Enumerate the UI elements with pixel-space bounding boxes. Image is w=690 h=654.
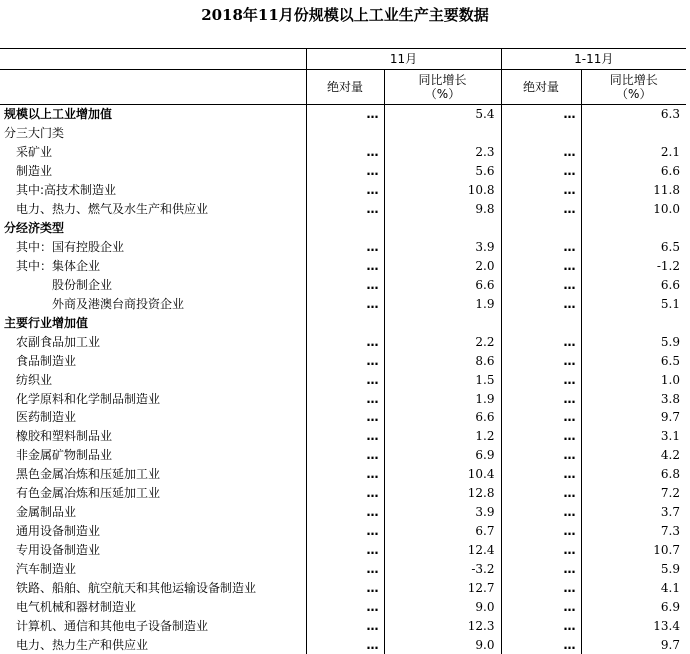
row-growth-jan-nov: 4.2 [581,446,686,465]
header-growth-2-line1: 同比增长 [609,73,658,87]
row-abs-jan-nov: … [501,257,581,276]
row-label: 金属制品业 [16,505,77,520]
row-label: 黑色金属冶炼和压延加工业 [16,467,161,482]
row-abs-november: … [306,560,384,579]
row-abs-november: … [306,162,384,181]
row-label: 铁路、船舶、航空航天和其他运输设备制造业 [16,580,257,595]
header-abs-2: 绝对量 [501,70,581,105]
row-abs-november [306,219,384,238]
table-row [0,257,686,276]
row-growth-jan-nov: 10.7 [581,541,686,560]
row-abs-november: … [306,143,384,162]
row-label: 有色金属冶炼和压延加工业 [16,486,161,501]
row-label: 食品制造业 [16,353,77,368]
row-label: 电力、热力、燃气及水生产和供应业 [16,202,209,217]
row-growth-november: 10.8 [384,181,501,200]
header-growth-1-line1: 同比增长 [418,73,467,87]
row-growth-jan-nov: 6.8 [581,465,686,484]
header-row-columns [0,70,686,105]
row-abs-jan-nov: … [501,181,581,200]
row-growth-november: 12.7 [384,578,501,597]
page-title: 2018年11月份规模以上工业生产主要数据 [201,6,489,24]
row-growth-jan-nov: 3.7 [581,503,686,522]
row-abs-jan-nov: … [501,105,581,124]
row-growth-november: 2.3 [384,143,501,162]
row-growth-jan-nov: 1.0 [581,370,686,389]
row-growth-jan-nov: 3.8 [581,389,686,408]
row-label: 主要行业增加值 [4,315,89,330]
row-label: 汽车制造业 [16,561,77,576]
row-growth-november: 5.6 [384,162,501,181]
row-growth-november: 12.8 [384,484,501,503]
row-growth-november: 9.0 [384,597,501,616]
row-growth-jan-nov: 11.8 [581,181,686,200]
row-growth-jan-nov: 9.7 [581,635,686,654]
header-period-jan-nov: 1-11月 [501,49,686,70]
row-growth-november: 12.3 [384,616,501,635]
table-row [0,484,686,503]
row-growth-jan-nov: 6.3 [581,105,686,124]
row-growth-jan-nov: 13.4 [581,616,686,635]
table-row [0,143,686,162]
header-period-november: 11月 [306,49,501,70]
header-growth-2 [581,70,686,105]
row-abs-november [306,313,384,332]
row-label: 制造业 [16,164,53,179]
row-abs-jan-nov: … [501,238,581,257]
row-abs-november: … [306,105,384,124]
row-abs-jan-nov: … [501,465,581,484]
row-growth-jan-nov [581,219,686,238]
row-abs-november: … [306,522,384,541]
row-abs-november: … [306,616,384,635]
row-label: 橡胶和塑料制品业 [16,429,113,444]
row-label: 通用设备制造业 [16,524,101,539]
row-abs-jan-nov: … [501,503,581,522]
row-growth-november [384,313,501,332]
row-label: 电力、热力生产和供应业 [16,637,149,652]
row-growth-november: -3.2 [384,560,501,579]
row-growth-jan-nov [581,313,686,332]
row-abs-november: … [306,181,384,200]
table-row [0,635,686,654]
row-abs-november: … [306,351,384,370]
row-abs-november: … [306,597,384,616]
row-label: 化学原料和化学制品制造业 [16,391,161,406]
row-abs-november: … [306,408,384,427]
row-abs-jan-nov: … [501,560,581,579]
row-abs-jan-nov: … [501,200,581,219]
row-growth-november: 12.4 [384,541,501,560]
row-abs-jan-nov: … [501,578,581,597]
row-growth-jan-nov: 7.2 [581,484,686,503]
row-growth-november [384,219,501,238]
row-label: 医药制造业 [16,410,77,425]
row-growth-november: 2.2 [384,332,501,351]
table-row [0,578,686,597]
row-growth-november: 3.9 [384,503,501,522]
row-abs-jan-nov [501,124,581,143]
row-abs-jan-nov: … [501,275,581,294]
row-label: 规模以上工业增加值 [4,107,113,122]
table-row [0,238,686,257]
row-abs-jan-nov: … [501,635,581,654]
row-label: 专用设备制造业 [16,543,101,558]
row-abs-november: … [306,332,384,351]
row-abs-november: … [306,541,384,560]
table-body [0,105,686,654]
table-row [0,275,686,294]
row-abs-jan-nov: … [501,446,581,465]
row-growth-jan-nov: 6.6 [581,162,686,181]
row-growth-november: 10.4 [384,465,501,484]
row-abs-jan-nov: … [501,616,581,635]
row-abs-november: … [306,465,384,484]
table-row [0,597,686,616]
row-abs-november: … [306,257,384,276]
header-abs-1: 绝对量 [306,70,384,105]
row-abs-jan-nov: … [501,162,581,181]
row-growth-jan-nov: 2.1 [581,143,686,162]
row-label: 非金属矿物制品业 [16,448,113,463]
row-label: 其中:高技术制造业 [16,183,117,198]
row-abs-jan-nov: … [501,143,581,162]
header-growth-1-line2: （%） [424,87,461,101]
row-growth-jan-nov: -1.2 [581,257,686,276]
row-label: 采矿业 [16,145,53,160]
table-row [0,465,686,484]
row-growth-november [384,124,501,143]
row-growth-november: 6.6 [384,275,501,294]
row-growth-november: 1.2 [384,427,501,446]
header-row-periods [0,49,686,70]
industry-data-table [0,48,686,654]
table-row [0,200,686,219]
row-growth-november: 3.9 [384,238,501,257]
row-growth-november: 1.5 [384,370,501,389]
table-row [0,105,686,124]
row-abs-jan-nov: … [501,427,581,446]
row-growth-jan-nov: 6.6 [581,275,686,294]
table-row [0,370,686,389]
row-label: 电气机械和器材制造业 [16,599,137,614]
row-abs-november: … [306,578,384,597]
row-abs-november: … [306,446,384,465]
row-label: 纺织业 [16,372,53,387]
row-growth-november: 6.7 [384,522,501,541]
table-row [0,616,686,635]
row-growth-november: 6.6 [384,408,501,427]
row-label: 股份制企业 [52,277,113,292]
row-abs-november: … [306,427,384,446]
table-row [0,332,686,351]
row-abs-jan-nov: … [501,522,581,541]
row-growth-november: 1.9 [384,389,501,408]
row-growth-jan-nov: 5.9 [581,332,686,351]
row-abs-jan-nov: … [501,389,581,408]
row-growth-jan-nov: 10.0 [581,200,686,219]
table-row [0,541,686,560]
row-abs-jan-nov [501,219,581,238]
table-row [0,313,686,332]
table-row [0,219,686,238]
row-abs-november: … [306,294,384,313]
table-row [0,162,686,181]
row-label: 农副食品加工业 [16,334,101,349]
table-row [0,503,686,522]
row-growth-jan-nov: 4.1 [581,578,686,597]
row-growth-november: 2.0 [384,257,501,276]
row-growth-november: 9.8 [384,200,501,219]
row-growth-november: 1.9 [384,294,501,313]
row-growth-jan-nov: 9.7 [581,408,686,427]
row-abs-november: … [306,484,384,503]
row-growth-jan-nov: 7.3 [581,522,686,541]
row-abs-november: … [306,389,384,408]
row-abs-jan-nov: … [501,332,581,351]
row-growth-jan-nov: 3.1 [581,427,686,446]
table-row [0,124,686,143]
row-growth-november: 8.6 [384,351,501,370]
table-row [0,560,686,579]
row-growth-jan-nov: 6.9 [581,597,686,616]
row-growth-jan-nov: 5.1 [581,294,686,313]
table-row [0,294,686,313]
row-abs-november: … [306,238,384,257]
row-abs-jan-nov: … [501,294,581,313]
row-growth-november: 9.0 [384,635,501,654]
row-label: 计算机、通信和其他电子设备制造业 [16,618,209,633]
row-abs-jan-nov: … [501,408,581,427]
row-growth-november: 6.9 [384,446,501,465]
table-row [0,181,686,200]
row-abs-jan-nov: … [501,541,581,560]
table-row [0,522,686,541]
row-abs-november: … [306,200,384,219]
header-growth-2-line2: （%） [616,87,652,101]
row-label: 外商及港澳台商投资企业 [52,296,185,311]
row-abs-jan-nov [501,313,581,332]
row-growth-jan-nov: 5.9 [581,560,686,579]
table-row [0,446,686,465]
row-growth-november: 5.4 [384,105,501,124]
row-growth-jan-nov: 6.5 [581,351,686,370]
row-label: 其中：集体企业 [16,258,101,273]
header-growth-1 [384,70,501,105]
row-label: 分经济类型 [4,221,65,236]
table-row [0,351,686,370]
row-growth-jan-nov: 6.5 [581,238,686,257]
row-growth-jan-nov [581,124,686,143]
table-row [0,408,686,427]
row-label: 其中：国有控股企业 [16,240,125,255]
row-abs-jan-nov: … [501,351,581,370]
row-abs-november: … [306,503,384,522]
table-row [0,389,686,408]
row-abs-jan-nov: … [501,484,581,503]
table-row [0,427,686,446]
row-abs-jan-nov: … [501,597,581,616]
row-abs-jan-nov: … [501,370,581,389]
row-label: 分三大门类 [4,126,65,141]
row-abs-november: … [306,275,384,294]
row-abs-november: … [306,370,384,389]
header-blank-2 [0,70,306,105]
row-abs-november: … [306,635,384,654]
row-abs-november [306,124,384,143]
header-blank [0,49,306,70]
